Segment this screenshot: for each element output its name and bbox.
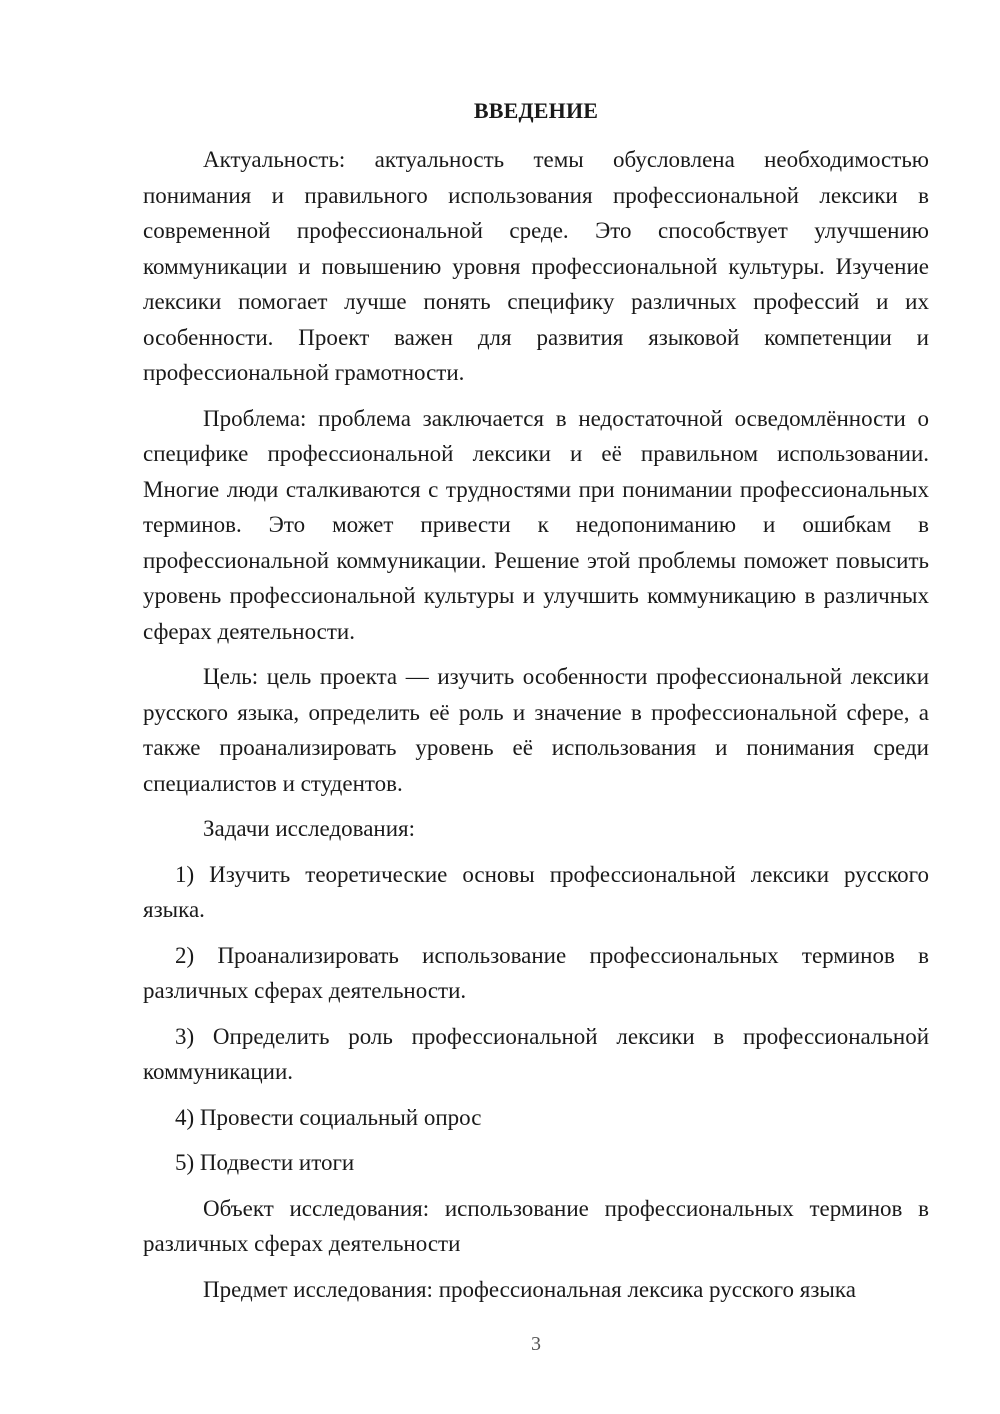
page-title: ВВЕДЕНИЕ xyxy=(473,98,599,123)
relevance-paragraph: Актуальность: актуальность темы обусловлена необходимостью понимания и правильного использования профессиональной лексики в современной профессиональной среде. Это способствует улучшению коммуникации и повышению уровня профессиональной культуры. Изучение лексики помогает лучше понять специфику различных профессий и их особенности. Проект важен для развития языковой компетенции и профессиональной грамотности. xyxy=(143,147,929,385)
task-item-1: 1) Изучить теоретические основы профессиональной лексики русского языка. xyxy=(143,861,929,922)
document-body xyxy=(143,142,929,1317)
tasks-intro: Задачи исследования: xyxy=(203,816,416,841)
subject-paragraph: Предмет исследования: профессиональная лексика русского языка xyxy=(203,1276,856,1302)
task-item-3: 3) Определить роль профессиональной лексики в профессиональной коммуникации. xyxy=(143,1023,929,1084)
task-item-5: 5) Подвести итоги xyxy=(175,1150,355,1175)
object-paragraph: Объект исследования: использование профессиональных терминов в различных сферах деятельности xyxy=(143,1195,929,1256)
task-item-4: 4) Провести социальный опрос xyxy=(175,1104,482,1130)
problem-paragraph: Проблема: проблема заключается в недостаточной осведомлённости о специфике профессиональной лексики и её правильном использовании. Многие люди сталкиваются с трудностями при понимании профессиональных терминов. Это может привести к недопониманию и ошибкам в профессиональной коммуникации. Решение этой проблемы поможет повысить уровень профессиональной культуры и улучшить коммуникацию в различных сферах деятельности. xyxy=(143,405,929,644)
goal-paragraph: Цель: цель проекта — изучить особенности профессиональной лексики русского языка, определить её роль и значение в профессиональной сфере, а также проанализировать уровень её использования и понимания среди специалистов и студентов. xyxy=(143,664,929,796)
page-number: 3 xyxy=(531,1333,541,1355)
task-item-2: 2) Проанализировать использование профессиональных терминов в различных сферах деятельности. xyxy=(143,942,929,1003)
